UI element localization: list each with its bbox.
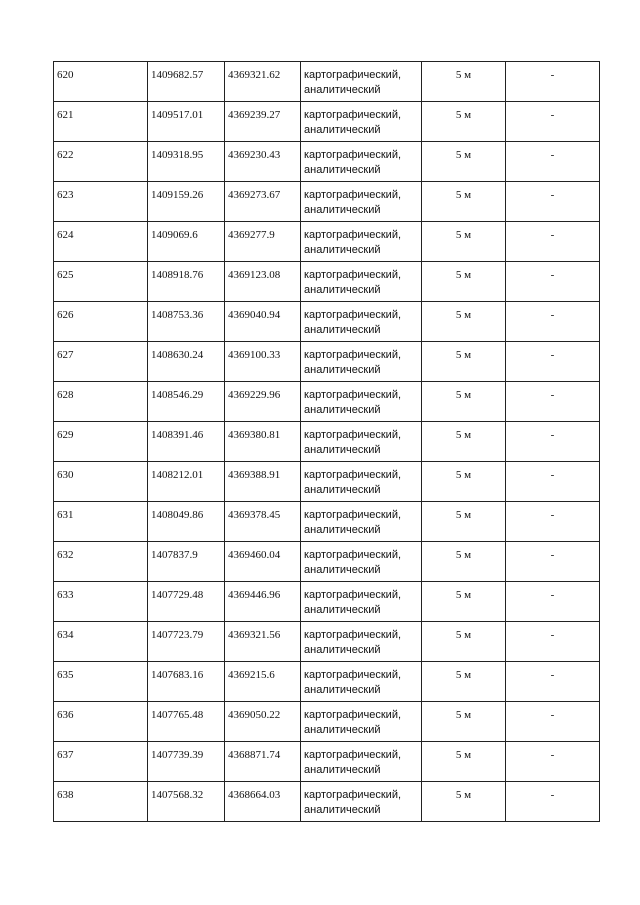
method-line-1: картографический, — [304, 749, 402, 761]
x-coordinate-cell: 1408391.46 — [148, 422, 225, 462]
y-coordinate-cell: 4369239.27 — [225, 102, 301, 142]
x-coordinate-cell: 1409069.6 — [148, 222, 225, 262]
x-coordinate-cell: 1409318.95 — [148, 142, 225, 182]
point-number-cell: 632 — [54, 542, 148, 582]
x-coordinate-cell: 1407723.79 — [148, 622, 225, 662]
method-cell — [301, 622, 422, 662]
accuracy-cell: 5 м — [422, 382, 506, 422]
x-coordinate-cell: 1408918.76 — [148, 262, 225, 302]
x-coordinate-cell: 1408753.36 — [148, 302, 225, 342]
table-row — [54, 462, 600, 502]
method-line-1: картографический, — [304, 269, 402, 281]
y-coordinate-cell: 4369380.81 — [225, 422, 301, 462]
accuracy-cell: 5 м — [422, 422, 506, 462]
point-number-cell: 624 — [54, 222, 148, 262]
accuracy-cell: 5 м — [422, 462, 506, 502]
accuracy-cell: 5 м — [422, 182, 506, 222]
method-line-1: картографический, — [304, 429, 402, 441]
table-row — [54, 382, 600, 422]
x-coordinate-cell: 1408049.86 — [148, 502, 225, 542]
y-coordinate-cell: 4369230.43 — [225, 142, 301, 182]
point-number-cell: 635 — [54, 662, 148, 702]
accuracy-cell: 5 м — [422, 582, 506, 622]
y-coordinate-cell: 4369321.56 — [225, 622, 301, 662]
accuracy-cell: 5 м — [422, 62, 506, 102]
note-cell: - — [506, 742, 600, 782]
method-line-2: аналитический — [304, 604, 381, 616]
accuracy-cell: 5 м — [422, 222, 506, 262]
table-row — [54, 702, 600, 742]
accuracy-cell: 5 м — [422, 702, 506, 742]
note-cell: - — [506, 622, 600, 662]
method-line-2: аналитический — [304, 644, 381, 656]
note-cell: - — [506, 582, 600, 622]
method-line-2: аналитический — [304, 124, 381, 136]
table-row — [54, 782, 600, 822]
method-line-2: аналитический — [304, 484, 381, 496]
table-row — [54, 302, 600, 342]
y-coordinate-cell: 4369229.96 — [225, 382, 301, 422]
x-coordinate-cell: 1408630.24 — [148, 342, 225, 382]
method-cell — [301, 222, 422, 262]
method-line-1: картографический, — [304, 589, 402, 601]
accuracy-cell: 5 м — [422, 102, 506, 142]
note-cell: - — [506, 302, 600, 342]
method-cell — [301, 302, 422, 342]
method-line-1: картографический, — [304, 549, 402, 561]
point-number-cell: 623 — [54, 182, 148, 222]
method-line-1: картографический, — [304, 629, 402, 641]
method-cell — [301, 182, 422, 222]
method-line-1: картографический, — [304, 469, 402, 481]
method-line-2: аналитический — [304, 364, 381, 376]
x-coordinate-cell: 1407683.16 — [148, 662, 225, 702]
method-cell — [301, 582, 422, 622]
x-coordinate-cell: 1408546.29 — [148, 382, 225, 422]
point-number-cell: 636 — [54, 702, 148, 742]
method-line-1: картографический, — [304, 309, 402, 321]
method-line-2: аналитический — [304, 324, 381, 336]
table-row — [54, 142, 600, 182]
point-number-cell: 622 — [54, 142, 148, 182]
y-coordinate-cell: 4369378.45 — [225, 502, 301, 542]
y-coordinate-cell: 4369460.04 — [225, 542, 301, 582]
method-cell — [301, 62, 422, 102]
y-coordinate-cell: 4368664.03 — [225, 782, 301, 822]
point-number-cell: 629 — [54, 422, 148, 462]
point-number-cell: 630 — [54, 462, 148, 502]
accuracy-cell: 5 м — [422, 302, 506, 342]
note-cell: - — [506, 222, 600, 262]
method-line-1: картографический, — [304, 229, 402, 241]
method-cell — [301, 782, 422, 822]
note-cell: - — [506, 462, 600, 502]
note-cell: - — [506, 542, 600, 582]
point-number-cell: 625 — [54, 262, 148, 302]
method-line-1: картографический, — [304, 349, 402, 361]
method-line-1: картографический, — [304, 669, 402, 681]
table-row — [54, 582, 600, 622]
method-line-1: картографический, — [304, 389, 402, 401]
table-row — [54, 262, 600, 302]
method-line-2: аналитический — [304, 684, 381, 696]
method-line-2: аналитический — [304, 204, 381, 216]
x-coordinate-cell: 1407837.9 — [148, 542, 225, 582]
point-number-cell: 631 — [54, 502, 148, 542]
coordinates-table-body — [54, 62, 600, 822]
accuracy-cell: 5 м — [422, 782, 506, 822]
method-line-2: аналитический — [304, 444, 381, 456]
table-row — [54, 622, 600, 662]
method-cell — [301, 462, 422, 502]
accuracy-cell: 5 м — [422, 622, 506, 662]
method-cell — [301, 742, 422, 782]
method-cell — [301, 542, 422, 582]
method-line-2: аналитический — [304, 404, 381, 416]
method-cell — [301, 422, 422, 462]
method-line-2: аналитический — [304, 524, 381, 536]
note-cell: - — [506, 142, 600, 182]
note-cell: - — [506, 502, 600, 542]
method-line-1: картографический, — [304, 69, 402, 81]
table-row — [54, 502, 600, 542]
y-coordinate-cell: 4369277.9 — [225, 222, 301, 262]
method-line-1: картографический, — [304, 789, 402, 801]
method-cell — [301, 382, 422, 422]
method-line-1: картографический, — [304, 509, 402, 521]
table-row — [54, 742, 600, 782]
method-line-1: картографический, — [304, 709, 402, 721]
note-cell: - — [506, 62, 600, 102]
method-line-1: картографический, — [304, 149, 402, 161]
table-row — [54, 342, 600, 382]
note-cell: - — [506, 702, 600, 742]
y-coordinate-cell: 4369040.94 — [225, 302, 301, 342]
method-line-2: аналитический — [304, 84, 381, 96]
x-coordinate-cell: 1407739.39 — [148, 742, 225, 782]
accuracy-cell: 5 м — [422, 502, 506, 542]
point-number-cell: 620 — [54, 62, 148, 102]
note-cell: - — [506, 782, 600, 822]
method-cell — [301, 662, 422, 702]
y-coordinate-cell: 4369050.22 — [225, 702, 301, 742]
note-cell: - — [506, 422, 600, 462]
method-line-2: аналитический — [304, 764, 381, 776]
accuracy-cell: 5 м — [422, 342, 506, 382]
method-cell — [301, 142, 422, 182]
point-number-cell: 628 — [54, 382, 148, 422]
point-number-cell: 638 — [54, 782, 148, 822]
accuracy-cell: 5 м — [422, 262, 506, 302]
method-cell — [301, 342, 422, 382]
point-number-cell: 627 — [54, 342, 148, 382]
note-cell: - — [506, 182, 600, 222]
point-number-cell: 626 — [54, 302, 148, 342]
y-coordinate-cell: 4369100.33 — [225, 342, 301, 382]
y-coordinate-cell: 4369321.62 — [225, 62, 301, 102]
table-row — [54, 182, 600, 222]
method-cell — [301, 502, 422, 542]
table-row — [54, 422, 600, 462]
x-coordinate-cell: 1408212.01 — [148, 462, 225, 502]
x-coordinate-cell: 1407568.32 — [148, 782, 225, 822]
method-line-2: аналитический — [304, 804, 381, 816]
x-coordinate-cell: 1409517.01 — [148, 102, 225, 142]
y-coordinate-cell: 4369446.96 — [225, 582, 301, 622]
table-row — [54, 102, 600, 142]
coordinates-table — [53, 61, 600, 822]
note-cell: - — [506, 102, 600, 142]
y-coordinate-cell: 4369215.6 — [225, 662, 301, 702]
method-line-2: аналитический — [304, 724, 381, 736]
accuracy-cell: 5 м — [422, 142, 506, 182]
x-coordinate-cell: 1407729.48 — [148, 582, 225, 622]
point-number-cell: 634 — [54, 622, 148, 662]
note-cell: - — [506, 382, 600, 422]
accuracy-cell: 5 м — [422, 742, 506, 782]
y-coordinate-cell: 4369123.08 — [225, 262, 301, 302]
y-coordinate-cell: 4369273.67 — [225, 182, 301, 222]
point-number-cell: 633 — [54, 582, 148, 622]
method-line-1: картографический, — [304, 109, 402, 121]
method-line-2: аналитический — [304, 244, 381, 256]
accuracy-cell: 5 м — [422, 542, 506, 582]
table-row — [54, 222, 600, 262]
method-cell — [301, 262, 422, 302]
table-row — [54, 542, 600, 582]
method-line-2: аналитический — [304, 564, 381, 576]
point-number-cell: 621 — [54, 102, 148, 142]
note-cell: - — [506, 342, 600, 382]
method-line-1: картографический, — [304, 189, 402, 201]
y-coordinate-cell: 4369388.91 — [225, 462, 301, 502]
note-cell: - — [506, 662, 600, 702]
accuracy-cell: 5 м — [422, 662, 506, 702]
x-coordinate-cell: 1409159.26 — [148, 182, 225, 222]
method-cell — [301, 102, 422, 142]
method-cell — [301, 702, 422, 742]
y-coordinate-cell: 4368871.74 — [225, 742, 301, 782]
table-row — [54, 62, 600, 102]
x-coordinate-cell: 1407765.48 — [148, 702, 225, 742]
method-line-2: аналитический — [304, 284, 381, 296]
method-line-2: аналитический — [304, 164, 381, 176]
x-coordinate-cell: 1409682.57 — [148, 62, 225, 102]
note-cell: - — [506, 262, 600, 302]
point-number-cell: 637 — [54, 742, 148, 782]
table-row — [54, 662, 600, 702]
